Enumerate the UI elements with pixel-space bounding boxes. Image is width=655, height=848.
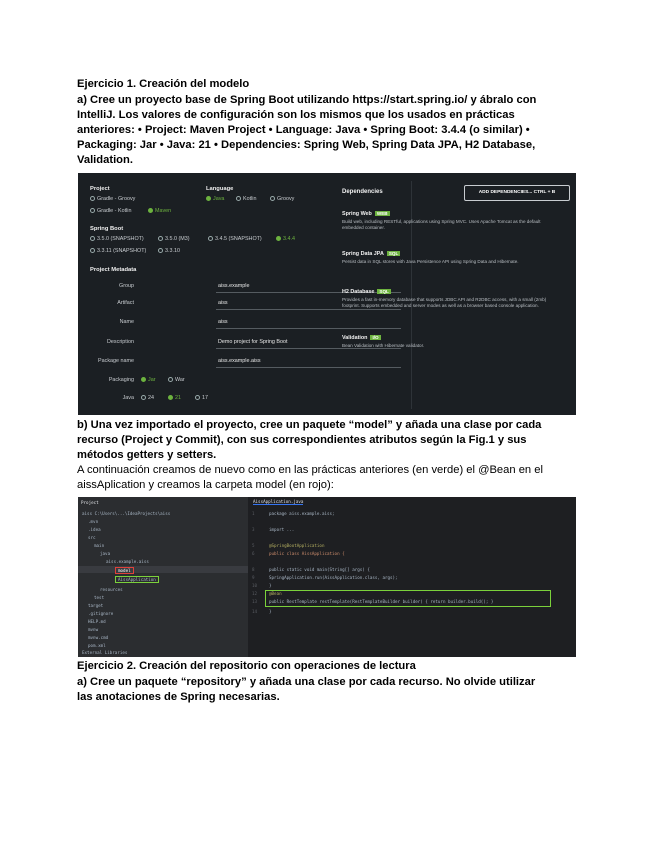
radio-icon	[158, 236, 163, 241]
spring-boot-section-title: Spring Boot	[90, 226, 124, 232]
project-section-title: Project	[90, 186, 110, 192]
project-option-maven[interactable]	[148, 208, 171, 214]
option-label: 3.5.0 (M3)	[165, 236, 190, 242]
editor-tab[interactable]: AissApplication.java	[253, 499, 304, 504]
tree-item[interactable]: pom.xml	[88, 643, 106, 648]
field-underline	[216, 367, 401, 368]
option-label: 3.3.10	[165, 248, 180, 254]
java-label: Java	[122, 395, 134, 401]
ex1-b-line-1: b) Una vez importado el proyecto, cree un paquete “model” y añada una clase por cada	[77, 419, 542, 431]
tree-item[interactable]: External Libraries	[82, 650, 128, 655]
dependency-name-text: Validation	[342, 335, 368, 341]
ex1-b-line-3: métodos getters y setters.	[77, 449, 217, 461]
line-number: 5	[252, 543, 255, 548]
code-line: @Bean	[269, 591, 282, 596]
code-line: @SpringBootApplication	[269, 543, 325, 548]
language-option-groovy[interactable]	[270, 196, 294, 202]
line-number: 9	[252, 575, 255, 580]
note-line-1: A continuación creamos de nuevo como en las prácticas anteriores (en verde) el @Bean en el	[77, 464, 543, 476]
spring-initializr-screenshot	[78, 173, 576, 415]
radio-icon	[168, 377, 173, 382]
packaging-label: Packaging	[108, 377, 134, 383]
dependency-tag: SQL	[379, 289, 389, 294]
dependency-name-text: H2 Database	[342, 289, 375, 295]
tree-item[interactable]: mvnw	[88, 627, 99, 632]
ex1-a-line-3: anteriores: • Project: Maven Project • Language: Java • Spring Boot: 3.4.4 (o similar) •	[77, 124, 530, 136]
language-section-title: Language	[206, 186, 234, 192]
radio-icon	[270, 196, 275, 201]
option-label: Kotlin	[243, 196, 257, 202]
radio-selected-icon	[141, 377, 146, 382]
option-label: Java	[213, 196, 225, 202]
radio-icon	[208, 236, 213, 241]
radio-icon	[90, 248, 95, 253]
radio-icon	[90, 196, 95, 201]
tree-item[interactable]: main	[94, 543, 105, 548]
code-line: SpringApplication.run(AissApplication.class, args);	[269, 575, 398, 580]
radio-icon	[236, 196, 241, 201]
radio-icon	[90, 208, 95, 213]
dependencies-title: Dependencies	[342, 189, 383, 195]
intellij-screenshot	[78, 497, 576, 657]
option-label: 3.4.5 (SNAPSHOT)	[215, 236, 262, 242]
ex1-a-line-2: IntelliJ. Los valores de configuración son los mismos que los usados en prácticas	[77, 109, 515, 121]
option-label: 17	[202, 395, 208, 401]
artifact-label: Artifact	[117, 300, 134, 306]
dependency-name	[342, 211, 390, 217]
tree-item-aissapplication-highlighted[interactable]: AissApplication	[115, 576, 159, 583]
dependency-name	[342, 251, 400, 257]
package-name-input[interactable]: aiss.example.aiss	[218, 358, 261, 364]
radio-icon	[195, 395, 200, 400]
note-line-2: aissAplication y creamos la carpeta model (en rojo):	[77, 479, 334, 491]
tree-selection-bar	[78, 566, 248, 573]
project-tree-panel	[78, 497, 248, 657]
line-number: 12	[252, 591, 258, 596]
name-input[interactable]: aiss	[218, 319, 228, 325]
code-line: }	[269, 609, 272, 614]
packaging-option-jar[interactable]	[141, 377, 156, 383]
java-option-24[interactable]	[141, 395, 154, 401]
column-divider	[411, 181, 412, 409]
dependency-name	[342, 335, 381, 341]
ex2-a-line-2: las anotaciones de Spring necesarias.	[77, 691, 280, 703]
java-option-21[interactable]	[168, 395, 181, 401]
tree-item[interactable]: java	[100, 551, 111, 556]
boot-option[interactable]	[158, 236, 190, 242]
tree-item[interactable]: mvnw.cmd	[88, 635, 109, 640]
ex1-b-line-2: recurso (Project y Commit), con sus correspondientes atributos según la Fig.1 y sus	[77, 434, 527, 446]
option-label: 21	[175, 395, 181, 401]
ex1-a-line-1: a) Cree un proyecto base de Spring Boot utilizando https://start.spring.io/ y ábralo con	[77, 94, 537, 106]
java-option-17[interactable]	[195, 395, 208, 401]
description-input[interactable]: Demo project for Spring Boot	[218, 339, 288, 345]
dependency-description: Persist data in SQL stores with Java Persistence API using Spring Data and Hibernate.	[342, 259, 519, 264]
option-label: Maven	[155, 208, 172, 214]
package-name-label: Package name	[98, 358, 134, 364]
ex1-a-line-4: Packaging: Jar • Java: 21 • Dependencies: Spring Web, Spring Data JPA, H2 Database,	[77, 139, 536, 151]
code-line: public RestTemplate restTemplate(RestTemplateBuilder builder) { return builder.build(); }	[269, 599, 494, 604]
tree-item[interactable]: target	[88, 603, 104, 608]
option-label: Jar	[148, 377, 156, 383]
option-label: 3.3.11 (SNAPSHOT)	[97, 248, 147, 254]
radio-selected-icon	[148, 208, 153, 213]
line-number: 3	[252, 527, 255, 532]
project-option-gradle-kotlin[interactable]	[90, 208, 131, 214]
tree-item-model-highlighted[interactable]: model	[115, 567, 134, 574]
code-line: package aiss.example.aiss;	[269, 511, 335, 516]
dependency-name-text: Spring Web	[342, 211, 372, 217]
tree-item[interactable]: aiss C:\Users\...\IdeaProjects\aiss	[82, 511, 171, 516]
group-label: Group	[119, 283, 134, 289]
ex1-a-line-5: Validation.	[77, 154, 133, 166]
dependency-description: Provides a fast in-memory database that supports JDBC API and R2DBC access, with a small (2mb) footprint. Supports embedded and server modes as well as a browser based console application.	[342, 297, 547, 309]
ex2-a-line-1: a) Cree un paquete “repository” y añada una clase por cada recurso. No olvide utilizar	[77, 676, 536, 688]
option-label: Gradle - Kotlin	[97, 208, 132, 214]
radio-icon	[141, 395, 146, 400]
boot-option-selected[interactable]	[276, 236, 295, 242]
packaging-option-war[interactable]	[168, 377, 185, 383]
ex1-heading: Ejercicio 1. Creación del modelo	[77, 78, 250, 90]
code-line: import ...	[269, 527, 295, 532]
project-panel-title: Project	[81, 500, 99, 505]
line-number: 13	[252, 599, 258, 604]
dependency-tag: SQL	[388, 251, 399, 256]
radio-icon	[90, 236, 95, 241]
code-editor[interactable]	[249, 497, 576, 657]
tree-item[interactable]: .mvn	[88, 519, 99, 524]
dependency-name-text: Spring Data JPA	[342, 251, 384, 257]
code-line: public class AissApplication {	[269, 551, 345, 556]
dependency-description: Build web, including RESTful, applications using Spring MVC. Uses Apache Tomcat as the default embedded container.	[342, 219, 541, 231]
tree-item[interactable]: .idea	[88, 527, 101, 532]
tree-item[interactable]: aiss.example.aiss	[106, 559, 149, 564]
code-line: public static void main(String[] args) {	[269, 567, 370, 572]
tree-item[interactable]: HELP.md	[88, 619, 106, 624]
option-label: 3.4.4	[283, 236, 295, 242]
boot-option[interactable]	[90, 248, 146, 254]
project-option-gradle-groovy[interactable]	[90, 196, 135, 202]
line-number: 14	[252, 609, 258, 614]
field-underline	[216, 328, 401, 329]
radio-icon	[158, 248, 163, 253]
add-dependencies-button[interactable]: ADD DEPENDENCIES... CTRL + B	[464, 185, 570, 201]
artifact-input[interactable]: aiss	[218, 300, 228, 306]
option-label: 24	[148, 395, 154, 401]
ex2-heading: Ejercicio 2. Creación del repositorio con operaciones de lectura	[77, 660, 416, 672]
tree-item[interactable]: test	[94, 595, 105, 600]
radio-selected-icon	[168, 395, 173, 400]
boot-option[interactable]	[208, 236, 262, 242]
radio-selected-icon	[206, 196, 211, 201]
language-option-java[interactable]	[206, 196, 224, 202]
boot-option[interactable]	[90, 236, 144, 242]
dependency-description: Bean Validation with Hibernate validator.	[342, 343, 425, 348]
description-label: Description	[107, 339, 134, 345]
tree-item[interactable]: src	[88, 535, 96, 540]
dependency-name	[342, 289, 391, 295]
language-option-kotlin[interactable]	[236, 196, 257, 202]
line-number: 6	[252, 551, 255, 556]
option-label: Gradle - Groovy	[97, 196, 136, 202]
metadata-section-title: Project Metadata	[90, 267, 137, 273]
option-label: War	[175, 377, 185, 383]
code-line: }	[269, 583, 272, 588]
tree-item[interactable]: resources	[100, 587, 123, 592]
line-number: 10	[252, 583, 258, 588]
option-label: 3.5.0 (SNAPSHOT)	[97, 236, 144, 242]
line-number: 1	[252, 511, 255, 516]
tree-item[interactable]: .gitignore	[88, 611, 114, 616]
option-label: Groovy	[277, 196, 295, 202]
boot-option[interactable]	[158, 248, 180, 254]
group-input[interactable]: aiss.example	[218, 283, 250, 289]
radio-selected-icon	[276, 236, 281, 241]
dependency-tag: I/O	[372, 335, 379, 340]
dependency-tag: WEB	[376, 211, 388, 216]
line-number: 8	[252, 567, 255, 572]
name-label: Name	[119, 319, 134, 325]
